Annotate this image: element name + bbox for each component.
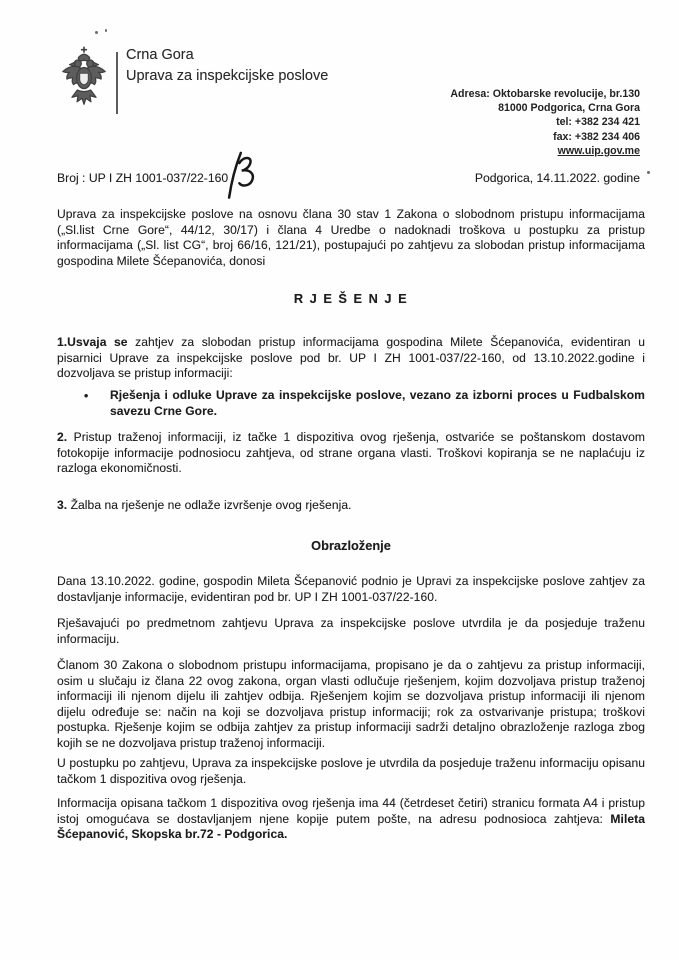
- requester-address: Mileta Šćepanović, Skopska br.72 - Podgorica.: [57, 811, 645, 842]
- rationale-possession-paragraph: Rješavajući po predmetnom zahtjevu Uprava za inspekcijske poslove utvrdila je da posjeduje traženu informaciju.: [57, 616, 645, 646]
- decision-heading: R J E Š E N J E: [293, 291, 409, 306]
- bullet-marker-icon: •: [84, 389, 89, 403]
- rationale-delivery-text: Informacija opisana tačkom 1 dispozitiva ovog rješenja ima 44 (četrdeset četiri) stranicu formata A4 i pristup istoj omogućava se dostavljanjem njene kopije putem pošte, na adresu podnosioca zahtjeva:: [57, 796, 645, 826]
- contact-tel: tel: +382 234 421: [556, 116, 640, 129]
- decision-item-3-lead: 3.: [57, 498, 68, 512]
- decision-item-2-text: Pristup traženoj informaciji, iz tačke 1 dispozitiva ovog rješenja, ostvariće se poštanskom dostavom fotokopije informacije podnosiocu zahtjeva, od strane organa vlasti. Troškovi kopiranja se ne naplaćuju iz razloga ekonomičnosti.: [57, 430, 645, 476]
- intro-paragraph: Uprava za inspekcijske poslove na osnovu člana 30 stav 1 Zakona o slobodnom pristupu informacijama („Sl.list Crne Gore“, 44/12, 30/17) i člana 4 Uredbe o nadoknadi troškova u postupku za pristup informacijama („Sl. list CG“, broj 66/16, 121/21), postupajući po zahtjevu za slobodan pristup informacijama gospodina Milete Šćepanovića, donosi: [57, 207, 645, 268]
- header-divider: [116, 52, 118, 114]
- contact-website: www.uip.gov.me: [557, 144, 640, 157]
- rationale-heading: Obrazloženje: [311, 538, 391, 553]
- place-and-date: Podgorica, 14.11.2022. godine: [474, 171, 640, 185]
- contact-address: Adresa: Oktobarske revolucije, br.130: [450, 88, 640, 100]
- decision-item-2-lead: 2.: [57, 430, 68, 444]
- rationale-request-paragraph: Dana 13.10.2022. godine, gospodin Mileta Šćepanović podnio je Upravi za inspekcijske poslove zahtjev za dostavljanje informacije, evidentiran pod br. UP I ZH 1001-037/22-160.: [57, 574, 645, 604]
- rationale-delivery-paragraph: [57, 796, 645, 843]
- organization-name: Uprava za inspekcijske poslove: [126, 68, 329, 84]
- contact-fax: fax: +382 234 406: [553, 130, 640, 143]
- scan-speck: [105, 29, 107, 32]
- rationale-finding-paragraph: U postupku po zahtjevu, Uprava za inspekcijske poslove je utvrdila da posjeduje traženu informaciju opisanu tačkom 1 dispozitiva ovog rješenja.: [57, 756, 645, 786]
- decision-item-1-text: zahtjev za slobodan pristup informacijama gospodina Milete Šćepanovića, evidentiran u pisarnici Uprave za inspekcijske poslove pod br. UP I ZH 1001-037/22-160, od 13.10.2022.godine i dozvoljava se pristup informaciji:: [57, 335, 645, 381]
- decision-item-3-text: Žalba na rješenje ne odlaže izvršenje ovog rješenja.: [67, 498, 352, 512]
- contact-block: [450, 87, 640, 158]
- scan-speck: [647, 171, 650, 174]
- granted-information-text: Rješenja i odluke Uprave za inspekcijske poslove, vezano za izborni proces u Fudbalskom savezu Crne Gore.: [110, 388, 645, 418]
- contact-city: 81000 Podgorica, Crna Gora: [498, 102, 640, 115]
- letterhead: [126, 45, 328, 87]
- decision-item-1-lead: 1.Usvaja se: [57, 335, 128, 349]
- scan-speck: [95, 31, 98, 34]
- handwritten-note-icon: [218, 149, 263, 203]
- decision-item-2: [57, 430, 645, 477]
- case-number: Broj : UP I ZH 1001-037/22-160: [57, 171, 229, 185]
- decision-item-3: [57, 498, 645, 514]
- rationale-law-paragraph: Članom 30 Zakona o slobodnom pristupu informacijama, propisano je da o zahtjevu za pristup informaciji, osim u slučaju iz člana 22 ovog zakona, organ vlasti odlučuje rješenjem, kojim dozvoljava pristup traženoj informaciji ili njenom dijelu ili zahtjev odbija. Rješenjem kojim se dozvoljava pristup informaciji ili njenom dijelu određuje se: način na koji se dozvoljava pristup informaciji; rok za ostvarivanje pristupa; troškovi postupka. Rješenje kojim se odbija zahtjev za pristup informaciji sadrži detaljno obrazloženje razloga zbog kojih se ne dozvoljava pristup traženoj informaciji.: [57, 658, 645, 750]
- granted-information-bullet: [57, 388, 645, 419]
- decision-item-1: [57, 335, 645, 382]
- montenegro-coat-of-arms-icon: [59, 45, 109, 113]
- country-name: Crna Gora: [126, 47, 194, 63]
